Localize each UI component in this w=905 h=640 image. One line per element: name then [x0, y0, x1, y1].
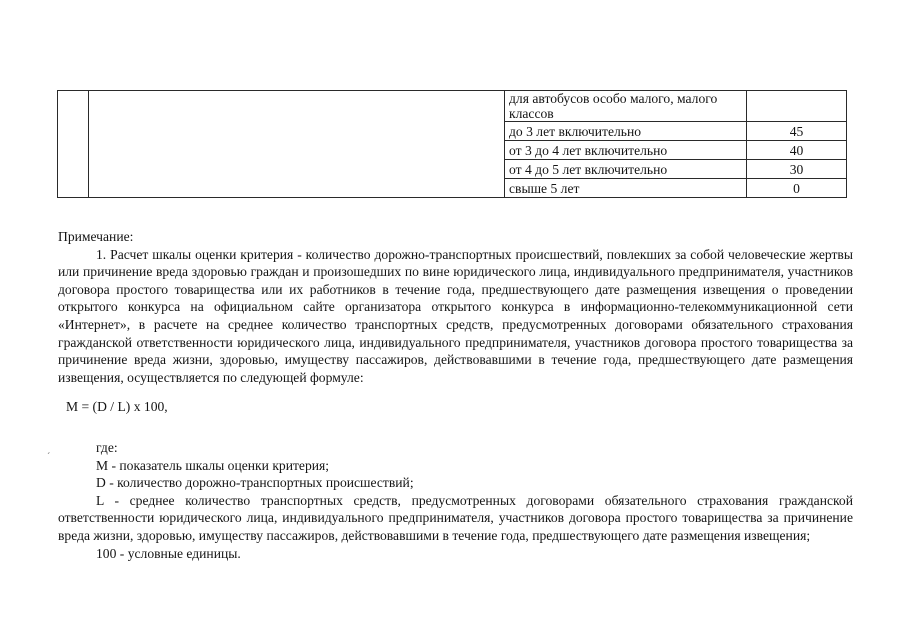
age-range-label: от 3 до 4 лет включительно: [505, 141, 747, 160]
age-range-label: свыше 5 лет: [505, 179, 747, 198]
criteria-table: [57, 90, 847, 198]
vehicle-class-header: для автобусов особо малого, малого классов: [505, 91, 747, 122]
score-value: 0: [747, 179, 847, 198]
score-value: 30: [747, 160, 847, 179]
score-header-cell: [747, 91, 847, 122]
definition-l: L - среднее количество транспортных средств, предусмотренных договорами обязательного страхования гражданской ответственности юридического лица, индивидуального предпринимателя, участников договора простого товарищества за причинение вреда жизни, здоровью, имуществу пассажиров, действовавшими в течение года, предшествующего дате размещения извещения;: [58, 492, 853, 543]
score-value: 40: [747, 141, 847, 160]
scan-mark: ´: [47, 452, 51, 463]
number-cell: [58, 91, 89, 198]
formula: M = (D / L) x 100,: [66, 399, 168, 415]
note-title: Примечание:: [58, 229, 134, 244]
age-range-label: от 4 до 5 лет включительно: [505, 160, 747, 179]
criterion-cell: [89, 91, 505, 198]
table-row: [58, 91, 847, 122]
note-section: [58, 228, 853, 562]
score-value: 45: [747, 122, 847, 141]
definition-d: D - количество дорожно-транспортных происшествий;: [96, 475, 414, 491]
age-range-label: до 3 лет включительно: [505, 122, 747, 141]
where-label: где:: [96, 439, 118, 455]
definition-m: M - показатель шкалы оценки критерия;: [96, 457, 330, 473]
note-paragraph: 1. Расчет шкалы оценки критерия - количество дорожно-транспортных происшествий, повлекших за собой человеческие жертвы или причинение вреда здоровью граждан и произошедших по вине юридического лица, индивидуального предпринимателя, участников договора простого товарищества или их работников в течение года, предшествующего дате размещения извещения о проведении открытого конкурса на официальном сайте организатора открытого конкурса в информационно-телекоммуникационной сети «Интернет», в расчете на среднее количество транспортных средств, предусмотренных договорами обязательного страхования гражданской ответственности юридического лица, индивидуального предпринимателя, участников договора простого товарищества за причинение вреда жизни, здоровью, имуществу пассажиров, действовавшими в течение года, предшествующего дате размещения извещения, осуществляется по следующей формуле:: [58, 246, 853, 385]
definition-100: 100 - условные единицы.: [96, 545, 241, 561]
